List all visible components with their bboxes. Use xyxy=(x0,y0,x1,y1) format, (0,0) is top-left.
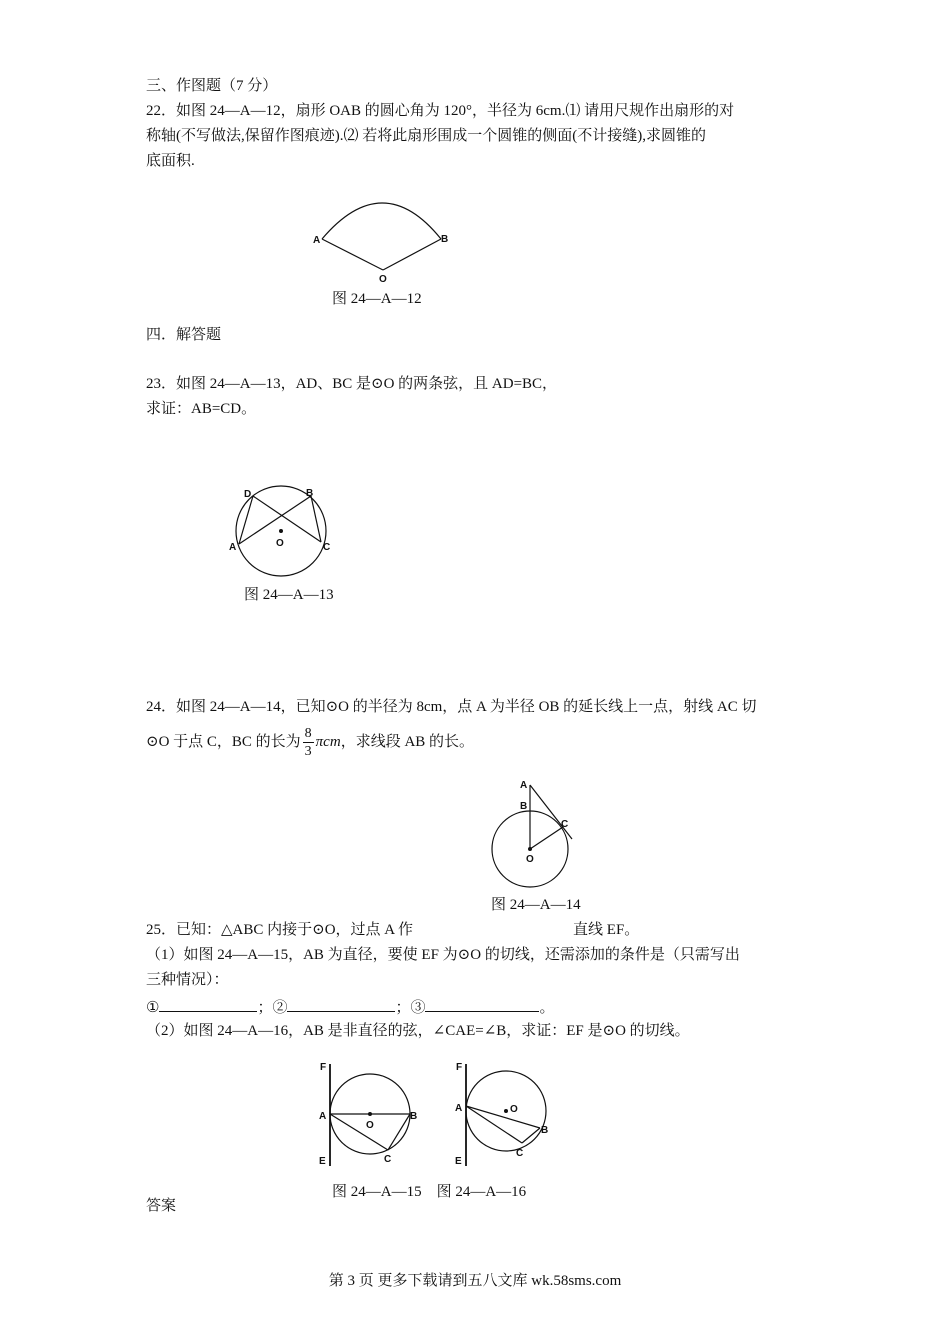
blank-end: 。 xyxy=(539,1000,555,1016)
label-a: A xyxy=(313,235,321,246)
label-b: B xyxy=(410,1111,418,1122)
label-c: C xyxy=(384,1154,392,1165)
figure-caption-15-16: 图 24—A—15 图 24—A—16 xyxy=(332,1184,527,1200)
page-footer: 第 3 页 更多下载请到五八文库 wk.58sms.com xyxy=(328,1273,622,1289)
blank-marker-2: ；② xyxy=(257,1000,288,1016)
label-o: O xyxy=(526,854,534,865)
section-heading-answers: 四．解答题 xyxy=(146,327,222,343)
q22-line3: 底面积. xyxy=(146,153,195,169)
q25-blanks xyxy=(146,996,555,1018)
circle-figure-16 xyxy=(452,1056,556,1172)
label-f: F xyxy=(320,1062,327,1073)
q23-line1: 23．如图 24—A—13，AD、BC 是⊙O 的两条弦，且 AD=BC， xyxy=(146,376,558,392)
q25-line1 xyxy=(146,920,639,940)
q25-line1-text-b: 直线 EF。 xyxy=(573,922,640,938)
label-b: B xyxy=(520,801,528,812)
answer-blank-1[interactable] xyxy=(159,996,257,1012)
fraction xyxy=(303,725,314,760)
label-d: D xyxy=(244,489,252,500)
q22-line2: 称轴(不写做法,保留作图痕迹).⑵ 若将此扇形围成一个圆锥的侧面(不计接缝),求圆锥的 xyxy=(146,128,706,144)
circle-figure-15 xyxy=(316,1056,420,1172)
q22-line1: 22．如图 24—A—12，扇形 OAB 的圆心角为 120°，半径为 6cm.⑴ 请用尺规作出扇形的对 xyxy=(146,103,735,119)
fraction-numerator: 8 xyxy=(304,726,312,742)
q25-line3: 三种情况）： xyxy=(146,972,229,988)
label-b: B xyxy=(441,234,449,245)
sector-figure xyxy=(308,195,458,285)
label-o: O xyxy=(510,1104,518,1115)
section-heading-drawing: 三、作图题（7 分） xyxy=(146,78,278,94)
blank-marker-3: ；③ xyxy=(395,1000,426,1016)
label-a: A xyxy=(520,780,528,791)
q24-line2-text-a: ⊙O 于点 C，BC 的长为 xyxy=(146,734,301,750)
answer-heading: 答案 xyxy=(146,1198,177,1214)
label-o: O xyxy=(366,1120,374,1131)
label-f: F xyxy=(456,1062,463,1073)
pi-unit: πcm xyxy=(315,734,341,750)
label-a: A xyxy=(319,1111,327,1122)
circle-figure-13 xyxy=(226,482,342,584)
label-b: B xyxy=(541,1125,549,1136)
answer-blank-2[interactable] xyxy=(287,996,395,1012)
figure-caption-14: 图 24—A—14 xyxy=(491,897,581,913)
label-o: O xyxy=(276,538,284,549)
q24-line1: 24．如图 24—A—14，已知⊙O 的半径为 8cm，点 A 为半径 OB 的延长线上一点，射线 AC 切 xyxy=(146,699,757,715)
label-c: C xyxy=(561,819,569,830)
label-o: O xyxy=(379,274,387,285)
q25-line4: （2）如图 24—A—16，AB 是非直径的弦，∠CAE=∠B，求证：EF 是⊙O 的切线。 xyxy=(146,1023,690,1039)
q25-line1-text-a: 25．已知：△ABC 内接于⊙O，过点 A 作 xyxy=(146,922,414,938)
figure-caption-12: 图 24—A—12 xyxy=(332,291,422,307)
label-a: A xyxy=(229,542,237,553)
label-e: E xyxy=(319,1156,326,1167)
label-c: C xyxy=(323,542,331,553)
q24-line2-text-b: ，求线段 AB 的长。 xyxy=(340,734,475,750)
circle-figure-14 xyxy=(482,772,582,892)
answer-blank-3[interactable] xyxy=(425,996,539,1012)
q25-line2: （1）如图 24—A—15，AB 为直径，要使 EF 为⊙O 的切线，还需添加的条件是（只需写出 xyxy=(146,947,740,963)
label-e: E xyxy=(455,1156,462,1167)
figure-caption-13: 图 24—A—13 xyxy=(244,587,334,603)
label-c: C xyxy=(516,1148,524,1159)
fraction-denominator: 3 xyxy=(304,744,312,760)
q24-line2 xyxy=(146,721,474,763)
blank-marker-1: ① xyxy=(146,1000,160,1016)
label-a: A xyxy=(455,1103,463,1114)
q23-line2: 求证：AB=CD。 xyxy=(146,401,257,417)
label-b: B xyxy=(306,488,314,499)
